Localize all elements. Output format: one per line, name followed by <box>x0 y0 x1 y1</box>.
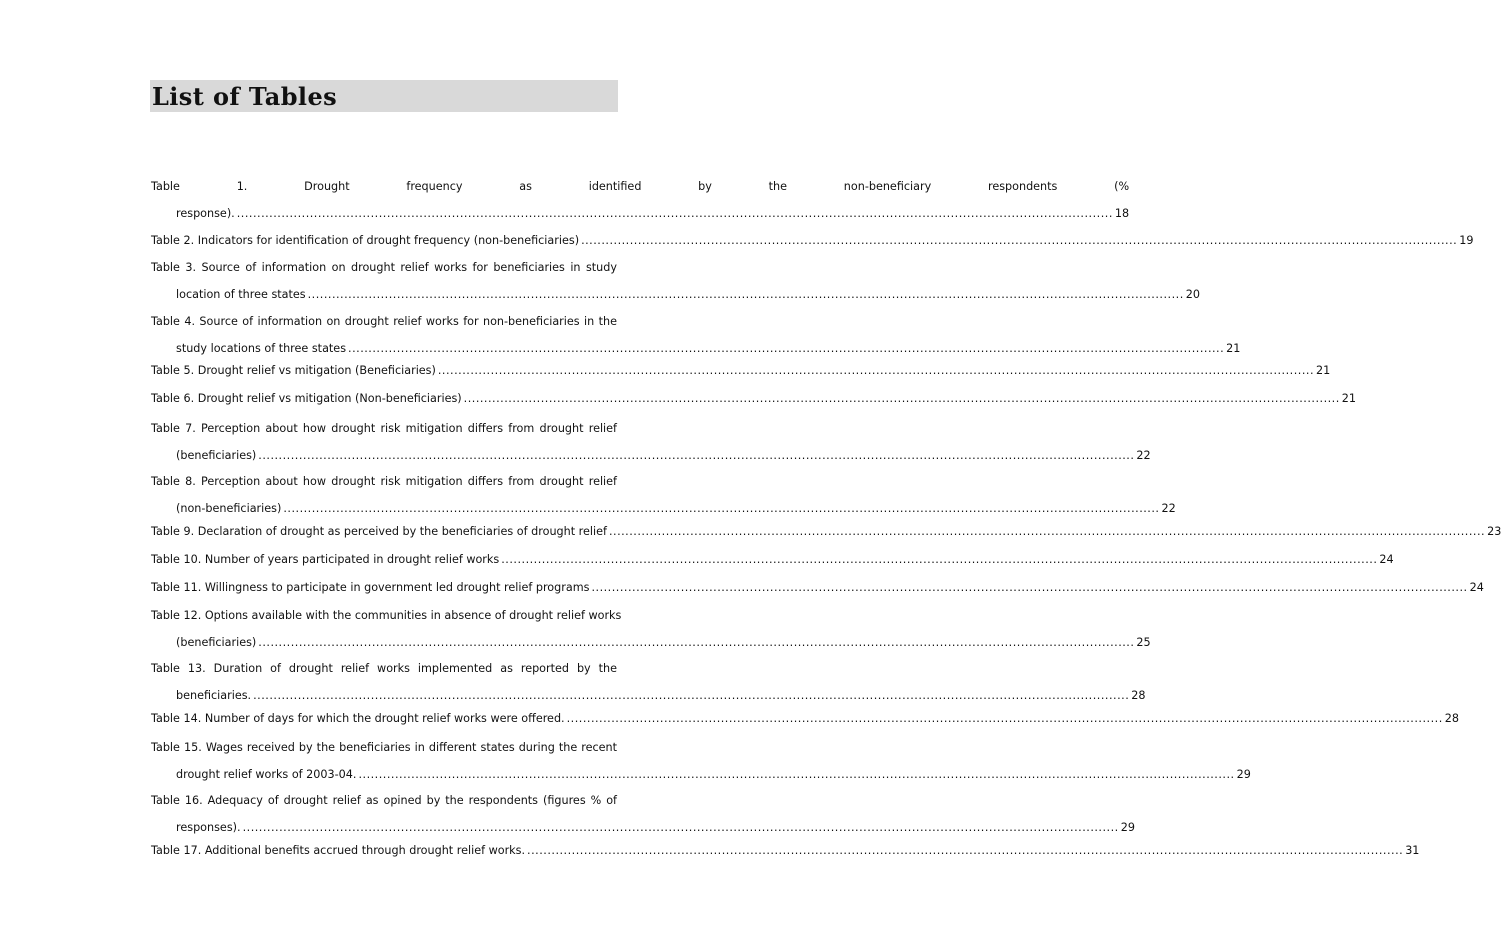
toc-page-number: 18 <box>1114 207 1130 220</box>
page-title: List of Tables <box>150 80 618 112</box>
toc-entry[interactable] <box>151 787 1135 841</box>
toc-entry-title: Table 14. Number of days for which the drought relief works were offered. <box>151 712 565 725</box>
toc-entry-title: Table 2. Indicators for identification of drought frequency (non-beneficiaries) <box>151 234 580 247</box>
dot-leader: ........................................................................................................................................................................................................................ <box>566 712 1443 725</box>
toc-entry-title-cont: response). <box>176 207 235 220</box>
toc-entry[interactable] <box>151 254 1200 308</box>
dot-leader: ........................................................................................................................................................................................................................ <box>581 234 1458 247</box>
toc-page-number: 29 <box>1120 821 1135 834</box>
toc-entry-title: Table 3. Source of information on drought relief works for beneficiaries in study <box>151 261 617 274</box>
toc-page-number: 23 <box>1487 525 1501 538</box>
toc-page-number: 20 <box>1185 288 1200 301</box>
toc-entry[interactable] <box>151 518 1501 545</box>
dot-leader: ........................................................................................................................................................................................................................ <box>307 288 1184 301</box>
toc-entry-title-cont: study locations of three states <box>176 342 347 355</box>
toc-page-number: 19 <box>1459 234 1474 247</box>
toc-entry[interactable] <box>151 837 1420 864</box>
dot-leader: ........................................................................................................................................................................................................................ <box>591 581 1468 594</box>
toc-entry[interactable] <box>151 415 1151 469</box>
toc-entry-title-cont: (beneficiaries) <box>176 636 257 649</box>
toc-entry-title: Table 17. Additional benefits accrued through drought relief works. <box>151 844 526 857</box>
dot-leader: ........................................................................................................................................................................................................................ <box>258 449 1135 462</box>
toc-entry-title: Table 7. Perception about how drought risk mitigation differs from drought relief <box>151 422 617 435</box>
toc-entry-title: Table 1. Drought frequency as identified by the non-beneficiary respondents (% <box>151 180 1130 193</box>
dot-leader: ........................................................................................................................................................................................................................ <box>236 207 1113 220</box>
toc-entry-title: Table 11. Willingness to participate in government led drought relief programs <box>151 581 590 594</box>
toc-entry[interactable] <box>151 385 1357 412</box>
dot-leader: ........................................................................................................................................................................................................................ <box>348 342 1225 355</box>
toc-entry[interactable] <box>151 602 1151 656</box>
toc-entry-title-cont: drought relief works of 2003-04. <box>176 768 357 781</box>
toc-entry[interactable] <box>151 546 1394 573</box>
dot-leader: ........................................................................................................................................................................................................................ <box>258 636 1135 649</box>
toc-entry[interactable] <box>151 705 1459 732</box>
toc-entry-title: Table 4. Source of information on drought relief works for non-beneficiaries in the <box>151 315 617 328</box>
dot-leader: ........................................................................................................................................................................................................................ <box>437 364 1315 377</box>
toc-entry[interactable] <box>151 308 1241 362</box>
toc-entry[interactable] <box>151 734 1251 788</box>
toc-page-number: 21 <box>1316 364 1331 377</box>
toc-entry-title: Table 9. Declaration of drought as perceived by the beneficiaries of drought relief <box>151 525 607 538</box>
toc-page-number: 25 <box>1136 636 1151 649</box>
toc-entry[interactable] <box>151 227 1474 254</box>
dot-leader: ........................................................................................................................................................................................................................ <box>253 689 1130 702</box>
toc-entry[interactable] <box>151 468 1176 522</box>
toc-page-number: 21 <box>1226 342 1241 355</box>
dot-leader: ........................................................................................................................................................................................................................ <box>608 525 1486 538</box>
toc-entry-title: Table 15. Wages received by the beneficiaries in different states during the recent <box>151 741 617 754</box>
toc-entry[interactable] <box>151 173 1129 227</box>
toc-entry-title: Table 5. Drought relief vs mitigation (Beneficiaries) <box>151 364 436 377</box>
toc-page-number: 29 <box>1236 768 1251 781</box>
toc-entry-title: Table 12. Options available with the communities in absence of drought relief works <box>151 609 622 622</box>
toc-entry[interactable] <box>151 357 1331 384</box>
toc-entry-title-cont: location of three states <box>176 288 306 301</box>
toc-page-number: 31 <box>1405 844 1420 857</box>
toc-entry-title-cont: (non-beneficiaries) <box>176 502 282 515</box>
toc-page-number: 21 <box>1341 392 1357 405</box>
toc-page-number: 28 <box>1444 712 1459 725</box>
dot-leader: ........................................................................................................................................................................................................................ <box>358 768 1235 781</box>
toc-entry-title: Table 6. Drought relief vs mitigation (Non-beneficiaries) <box>151 392 462 405</box>
toc-entry-title: Table 8. Perception about how drought risk mitigation differs from drought relief <box>151 475 617 488</box>
toc-page-number: 24 <box>1469 581 1484 594</box>
dot-leader: ........................................................................................................................................................................................................................ <box>463 392 1340 405</box>
toc-entry-title: Table 13. Duration of drought relief works implemented as reported by the <box>151 662 617 675</box>
dot-leader: ........................................................................................................................................................................................................................ <box>283 502 1160 515</box>
toc-entry-title-cont: responses). <box>176 821 241 834</box>
toc-page-number: 22 <box>1161 502 1176 515</box>
dot-leader: ........................................................................................................................................................................................................................ <box>527 844 1404 857</box>
toc-entry[interactable] <box>151 574 1484 601</box>
toc-page-number: 24 <box>1379 553 1394 566</box>
dot-leader: ........................................................................................................................................................................................................................ <box>242 821 1119 834</box>
toc-page-number: 22 <box>1136 449 1151 462</box>
dot-leader: ........................................................................................................................................................................................................................ <box>501 553 1378 566</box>
toc-entry-title-cont: beneficiaries. <box>176 689 252 702</box>
toc-entry-title-cont: (beneficiaries) <box>176 449 257 462</box>
toc-entry-title: Table 10. Number of years participated in drought relief works <box>151 553 500 566</box>
toc-entry[interactable] <box>151 655 1146 709</box>
toc-page-number: 28 <box>1131 689 1146 702</box>
toc-entry-title: Table 16. Adequacy of drought relief as opined by the respondents (figures % of <box>151 794 617 807</box>
